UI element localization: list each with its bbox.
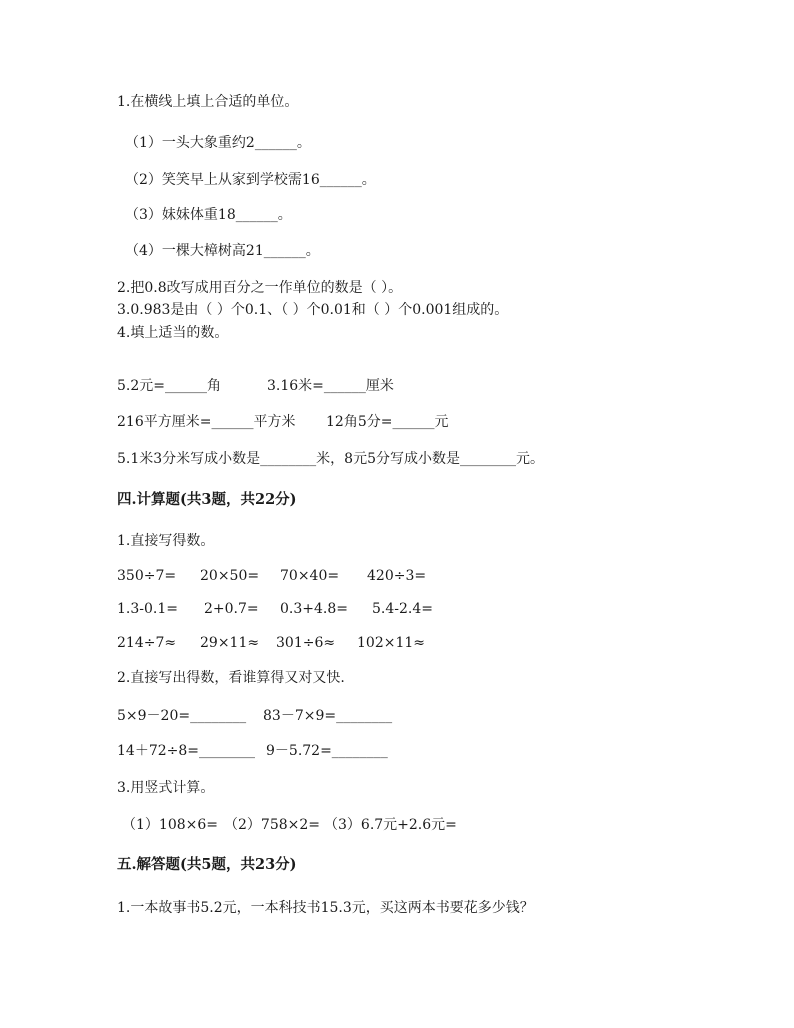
calc-q1-r3-c2: 29×11≈ — [200, 635, 260, 651]
calc-q1-r2-c4: 5.4-2.4= — [372, 601, 433, 617]
calc-q1-r1-c4: 420÷3= — [367, 568, 427, 584]
question-1-item-1: （1）一头大象重约2______。 — [125, 135, 311, 151]
calc-q1-r1-c3: 70×40= — [280, 568, 340, 584]
question-4-row1-item1: 5.2元=______角 — [117, 378, 221, 394]
calc-question-1-title: 1.直接写得数。 — [117, 533, 215, 549]
calc-question-2-title: 2.直接写出得数，看谁算得又对又快. — [117, 670, 345, 686]
calc-q1-r1-c2: 20×50= — [200, 568, 260, 584]
calc-q2-r1-c2: 83－7×9=________ — [263, 708, 393, 724]
calc-q1-r2-c1: 1.3-0.1= — [117, 601, 178, 617]
section-5-heading: 五.解答题(共5题，共23分) — [117, 856, 297, 873]
calc-q2-r2-c2: 9－5.72=________ — [266, 743, 388, 759]
question-4-row2-item2: 12角5分=______元 — [326, 414, 449, 430]
calc-q2-r1-c1: 5×9－20=________ — [117, 708, 247, 724]
calc-q1-r3-c1: 214÷7≈ — [117, 635, 177, 651]
calc-q1-r3-c4: 102×11≈ — [357, 635, 425, 651]
question-2: 2.把0.8改写成用百分之一作单位的数是（ ）。 — [117, 280, 403, 296]
question-5: 5.1米3分米写成小数是________米，8元5分写成小数是________元。 — [117, 451, 544, 467]
calc-q1-r2-c2: 2+0.7= — [204, 601, 259, 617]
calc-q3-item2: （2）758×2= — [224, 817, 320, 833]
question-1-item-3: （3）妹妹体重18______。 — [125, 207, 292, 223]
section-4-heading: 四.计算题(共3题，共22分) — [117, 491, 297, 508]
calc-question-3-title: 3.用竖式计算。 — [117, 780, 215, 796]
calc-q3-item1: （1）108×6= — [122, 817, 218, 833]
question-1-title: 1.在横线上填上合适的单位。 — [117, 94, 299, 110]
calc-q2-r2-c1: 14＋72÷8=________ — [117, 743, 255, 759]
calc-q3-item3: （3）6.7元+2.6元= — [324, 817, 457, 833]
calc-q1-r2-c3: 0.3+4.8= — [280, 601, 348, 617]
question-1-item-2: （2）笑笑早上从家到学校需16______。 — [125, 172, 376, 188]
question-3: 3.0.983是由（ ）个0.1、（ ）个0.01和（ ）个0.001组成的。 — [117, 302, 509, 318]
question-4-row2-item1: 216平方厘米=______平方米 — [117, 414, 296, 430]
calc-q1-r3-c3: 301÷6≈ — [276, 635, 336, 651]
calc-q1-r1-c1: 350÷7= — [117, 568, 177, 584]
answer-question-1: 1.一本故事书5.2元，一本科技书15.3元，买这两本书要花多少钱？ — [117, 900, 534, 916]
question-4-row1-item2: 3.16米=______厘米 — [267, 378, 394, 394]
question-4-title: 4.填上适当的数。 — [117, 325, 229, 341]
question-1-item-4: （4）一棵大樟树高21______。 — [125, 243, 320, 259]
